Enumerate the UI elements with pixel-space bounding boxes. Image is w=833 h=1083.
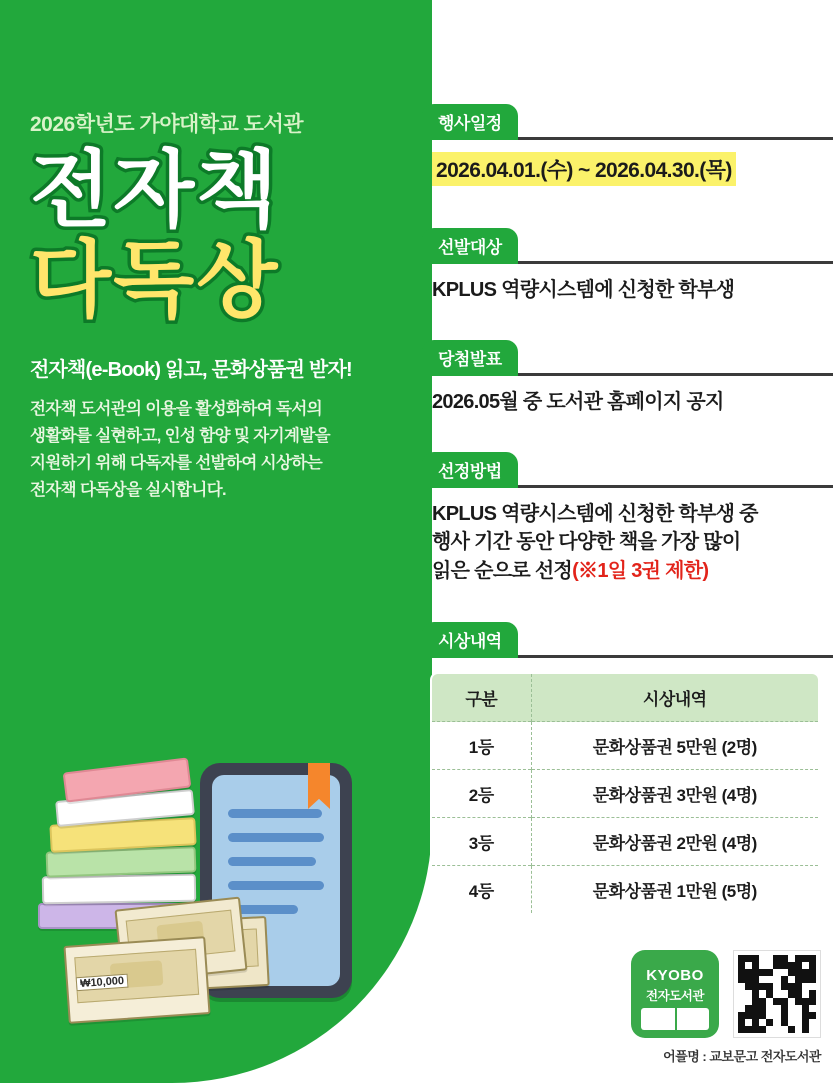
section-target: [422, 228, 833, 304]
description-line-3: 지원하기 위해 다독자를 선발하여 시상하는: [30, 453, 323, 472]
section-tag-announcement: 당첨발표: [422, 340, 518, 376]
table-row: [431, 770, 819, 818]
cell-prize: 문화상품권 2만원 (4명): [531, 818, 819, 866]
cell-prize: 문화상품권 5만원 (2명): [531, 722, 819, 770]
open-book-icon: [641, 1008, 709, 1030]
poster-description: [30, 396, 402, 503]
voucher-amount: ₩10,000: [76, 974, 129, 992]
poster-subtitle: 전자책(e-Book) 읽고, 문화상품권 받자!: [30, 359, 352, 382]
table-row: [431, 866, 819, 915]
poster-kicker: 2026학년도 가야대학교 도서관: [30, 113, 304, 136]
description-line-2: 생활화를 실현하고, 인성 함양 및 자기계발을: [30, 427, 331, 446]
section-schedule: [422, 104, 833, 186]
kyobo-logo-top: KYOBO: [646, 967, 704, 984]
footer-area: [561, 950, 821, 1065]
announcement-text: 2026.05월 중 도서관 홈페이지 공지: [432, 391, 724, 413]
qr-code[interactable]: [733, 950, 821, 1038]
section-tag-awards: 시상내역: [422, 622, 518, 658]
section-body-announcement: [422, 376, 833, 416]
section-announcement: [422, 340, 833, 416]
cell-rank: 2등: [431, 770, 531, 818]
tablet-text-line: [228, 881, 324, 890]
kyobo-ebook-logo: [631, 950, 719, 1038]
app-name-label: 어플명 : 교보문고 전자도서관: [663, 1049, 821, 1064]
tablet-text-line: [228, 833, 324, 842]
section-body-method: [422, 488, 833, 585]
section-awards: [422, 622, 833, 915]
right-content-panel: [412, 0, 833, 1083]
cell-rank: 3등: [431, 818, 531, 866]
section-tag-method: 선정방법: [422, 452, 518, 488]
kyobo-logo-bottom: 전자도서관: [646, 989, 704, 1003]
method-line-1: KPLUS 역량시스템에 신청한 학부생 중: [432, 503, 758, 525]
cell-prize: 문화상품권 1만원 (5명): [531, 866, 819, 915]
table-row: [431, 818, 819, 866]
book-stack-item: [42, 874, 196, 905]
table-header-row: [431, 673, 819, 722]
description-line-1: 전자책 도서관의 이용을 활성화하여 독서의: [30, 400, 323, 419]
qr-code-pattern: [738, 955, 816, 1033]
section-tag-target: 선발대상: [422, 228, 518, 264]
tablet-text-line: [228, 857, 316, 866]
gift-voucher: [63, 936, 210, 1024]
schedule-date-range: 2026.04.01.(수) ~ 2026.04.30.(목): [432, 152, 736, 186]
title-line-1: 전자책: [30, 143, 280, 237]
books-and-tablet-illustration: [22, 751, 392, 1041]
method-line-3-main: 읽은 순으로 선정: [432, 559, 573, 582]
tablet-text-line: [228, 809, 322, 818]
awards-table: [430, 672, 820, 915]
method-line-2: 행사 기간 동안 다양한 책을 가장 많이: [432, 531, 741, 554]
target-text: KPLUS 역량시스템에 신청한 학부생: [432, 279, 735, 301]
cell-prize: 문화상품권 3만원 (4명): [531, 770, 819, 818]
method-line-3-accent: (※1일 3권 제한): [572, 559, 709, 582]
section-tag-schedule: 행사일정: [422, 104, 518, 140]
footer-badges: [561, 950, 821, 1038]
poster-title: [30, 143, 402, 327]
cell-rank: 1등: [431, 722, 531, 770]
table-header-prize: 시상내역: [531, 673, 819, 722]
table-row: [431, 722, 819, 770]
section-body-schedule: [422, 140, 833, 186]
description-line-4: 전자책 다독상을 실시합니다.: [30, 480, 227, 499]
title-line-2: 다독상: [30, 232, 280, 327]
section-body-target: [422, 264, 833, 304]
table-header-rank: 구분: [431, 673, 531, 722]
section-method: [422, 452, 833, 585]
method-line-3: [432, 557, 829, 585]
cell-rank: 4등: [431, 866, 531, 915]
